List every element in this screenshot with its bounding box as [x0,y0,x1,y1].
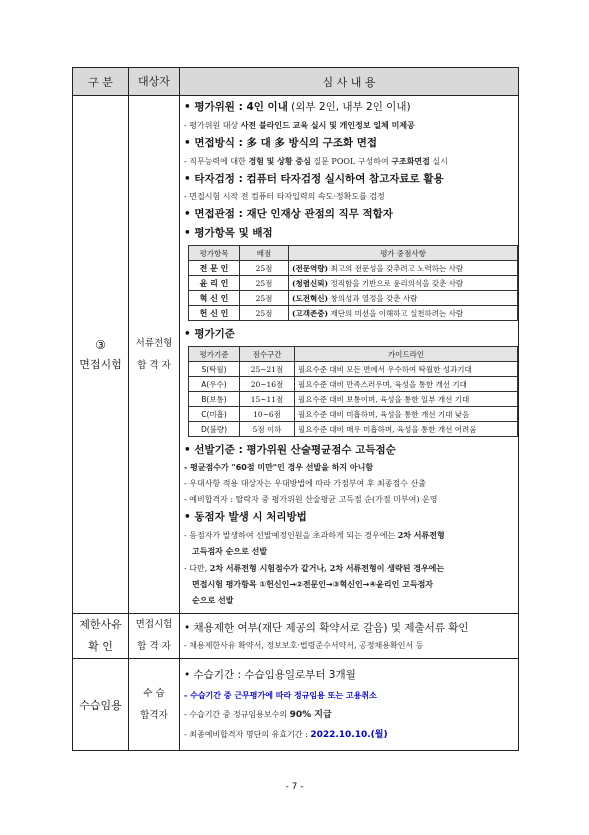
detail-method-bold1: 경험 및 상황 중심 [248,156,311,166]
grade-range: 15~11점 [240,392,295,407]
screening-table [72,67,519,751]
interview-target-1: 서류전형 [135,337,173,349]
probation-target-2: 합격자 [140,709,168,721]
grades-header-range: 점수구간 [240,347,295,362]
bullet-evaluators-note: (외부 2인, 내부 2인 이내) [287,101,411,113]
items-header-row [189,246,518,261]
detail-restriction: - 채용제한사유 확약서, 정보보호·법령준수서약서, 공정채용확인서 등 [184,640,424,650]
item-desc: 창의성과 열정을 갖춘 사람 [328,293,418,303]
probation-target-1: 수 습 [143,687,165,699]
detail-probation-validity [184,725,514,745]
restriction-target-cell [129,614,180,659]
items-header-score: 배점 [240,246,289,261]
bullet-criteria: • 평가기준 [184,328,235,340]
grade-label: C(미흡) [189,407,240,422]
detail-probation-validity-pre: - 최종예비합격자 명단의 유효기간 : [184,730,311,739]
item-desc: 재단의 미션을 이해하고 실천하려는 사람 [328,308,464,318]
interview-category-cell [73,96,129,614]
grade-guide: 필요수준 대비 모든 면에서 우수하여 탁월한 성과기대 [295,362,518,377]
interview-label: 면접시험 [79,357,122,371]
grade-guide: 필요수준 대비 미흡하며, 육성을 통한 개선 기대 낮음 [295,407,518,422]
detail-probation-pay-bold: 90% 지급 [289,710,332,720]
grade-range: 25~21점 [240,362,295,377]
item-score: 25점 [240,276,289,291]
grades-header-guide: 가이드라인 [295,347,518,362]
interview-target-2: 합 격 자 [137,359,171,371]
item-score: 25점 [240,261,289,276]
detail-tie-2 [184,560,514,577]
restriction-content-cell [180,614,519,659]
item-name: 혁 신 인 [189,291,240,306]
detail-method-post: 실시 [429,157,448,166]
grade-row [189,392,518,407]
detail-tie-1b: 고득점자 순으로 선발 [192,547,268,556]
item-name: 전 문 인 [189,261,240,276]
detail-tie-1-bold: 2차 서류전형 [397,530,445,540]
header-category: 구 분 [73,68,129,96]
bullet-items: • 평가항목 및 배점 [184,227,273,239]
bullet-probation-period: • 수습기간 : 수습임용일로부터 3개월 [184,669,356,681]
bullet-method: • 면접방식 : 多 대 多 방식의 구조화 면접 [184,137,378,149]
interview-row [73,96,519,614]
bullet-typing: • 타자검정 : 컴퓨터 타자검정 실시하여 참고자료로 활용 [184,173,444,185]
item-desc: 정직함을 기반으로 윤리의식을 갖춘 사람 [328,278,464,288]
grade-label: S(탁월) [189,362,240,377]
detail-tie-1-pre: - 동점자가 발생하여 선발예정인원을 초과하게 되는 경우에는 [184,531,398,540]
restriction-target-1: 면접시험 [135,619,173,630]
item-tag: (도전혁신) [292,293,329,303]
detail-selection-preference: - 우대사항 적용 대상자는 우대방법에 따라 가점부여 후 최종점수 산출 [184,479,426,488]
detail-probation-evaluation: - 수습기간 중 근무평가에 따라 정규임용 또는 고용취소 [184,691,377,700]
restriction-category-cell [73,614,129,659]
grade-range: 10~6점 [240,407,295,422]
items-row [189,261,518,276]
items-row [189,306,518,321]
detail-selection-minimum: - 평균점수가 "60점 미만"인 경우 선발을 하지 아니함 [184,463,374,472]
header-target: 대상자 [129,68,180,96]
item-score: 25점 [240,291,289,306]
grade-label: A(우수) [189,377,240,392]
item-focus [289,261,518,276]
bullet-evaluators [184,98,514,117]
grade-row [189,422,518,437]
bullet-selection: • 선발기준 : 평가위원 산술평균점수 고득점순 [184,444,396,456]
grade-row [189,377,518,392]
detail-evaluators-pre: - 평가위원 대상 [184,121,241,130]
header-content: 심 사 내 용 [180,68,519,96]
page-number: - 7 - [285,782,304,792]
item-tag: (청렴신뢰) [292,278,329,288]
item-desc: 최고의 전문성을 갖추려고 노력하는 사람 [328,263,464,273]
detail-tie-1 [184,527,514,544]
probation-label: 수습임용 [73,659,129,751]
grade-range: 20~16점 [240,377,295,392]
bullet-restriction: • 채용제한 여부(재단 제공의 확약서로 갈음) 및 제출서류 확인 [184,621,469,634]
restriction-label-2: 확 인 [88,640,113,653]
bullet-tie: • 동점자 발생 시 처리방법 [184,511,307,523]
grades-header-grade: 평가기준 [189,347,240,362]
detail-tie-2-pre: - 다만, [184,564,210,573]
bullet-evaluators-text: • 평가위원 : 4인 이내 [184,101,288,113]
grade-label: D(불량) [189,422,240,437]
detail-tie-4: 순으로 선발 [192,596,234,605]
detail-method [184,153,514,170]
item-name: 윤 리 인 [189,276,240,291]
detail-method-pre: - 직무능력에 대한 [184,157,249,166]
item-focus [289,306,518,321]
item-focus [289,276,518,291]
item-score: 25점 [240,306,289,321]
interview-content-cell [180,96,519,614]
grade-row [189,362,518,377]
table-header-row [73,68,519,96]
detail-method-bold2: 구조화면접 [391,156,430,166]
restriction-label-1: 제한사유 [79,618,122,631]
item-tag: (전문역량) [292,263,329,273]
restriction-target-2: 합 격 자 [137,641,171,652]
detail-probation-validity-date: 2022.10.10.(월) [310,730,388,740]
detail-evaluators-bold: 사전 블라인드 교육 실시 및 개인정보 일체 미제공 [240,120,415,130]
item-name: 헌 신 인 [189,306,240,321]
detail-tie-2-bold: 2차 서류전형 시험점수가 같거나, 2차 서류전형이 생략된 경우에는 [209,563,445,573]
items-row [189,276,518,291]
restriction-row [73,614,519,659]
probation-content-cell [180,659,519,751]
items-header-focus: 평가 중점사항 [289,246,518,261]
detail-selection-reserve: - 예비합격자 : 탈락자 중 평가위원 산술평균 고득점 순(가점 미부여) 운영 [184,495,438,504]
probation-row [73,659,519,751]
interview-target-cell [129,96,180,614]
evaluation-items-table [188,245,518,321]
detail-typing: - 면접시험 시작 전 컴퓨터 타자입력의 속도·정확도를 검정 [184,192,385,201]
grade-label: B(보통) [189,392,240,407]
detail-tie-3: 면접시험 평가항목 ①헌신인→②전문인→③혁신인→④윤리인 고득점자 [192,580,434,589]
grade-guide: 필요수준 대비 보통이며, 육성을 통한 일부 개선 기대 [295,392,518,407]
items-header-name: 평가항목 [189,246,240,261]
grades-header-row [189,347,518,362]
items-row [189,291,518,306]
interview-number: ③ [95,337,106,352]
grade-row [189,407,518,422]
detail-method-mid: 질문 POOL 구성하여 [310,157,392,166]
grade-range: 5점 이하 [240,422,295,437]
detail-probation-pay [184,705,514,725]
grade-guide: 필요수준 대비 매우 미흡하며, 육성을 통한 개선 어려움 [295,422,518,437]
detail-evaluators [184,117,514,134]
item-focus [289,291,518,306]
grading-criteria-table [188,346,518,437]
probation-target-cell [129,659,180,751]
bullet-viewpoint: • 면접관점 : 재단 인재상 관점의 직무 적합자 [184,208,393,220]
detail-probation-pay-pre: - 수습기간 중 정규임용보수의 [184,710,290,719]
grade-guide: 필요수준 대비 만족스러우며, 육성을 통한 개선 기대 [295,377,518,392]
item-tag: (고객존중) [292,308,329,318]
